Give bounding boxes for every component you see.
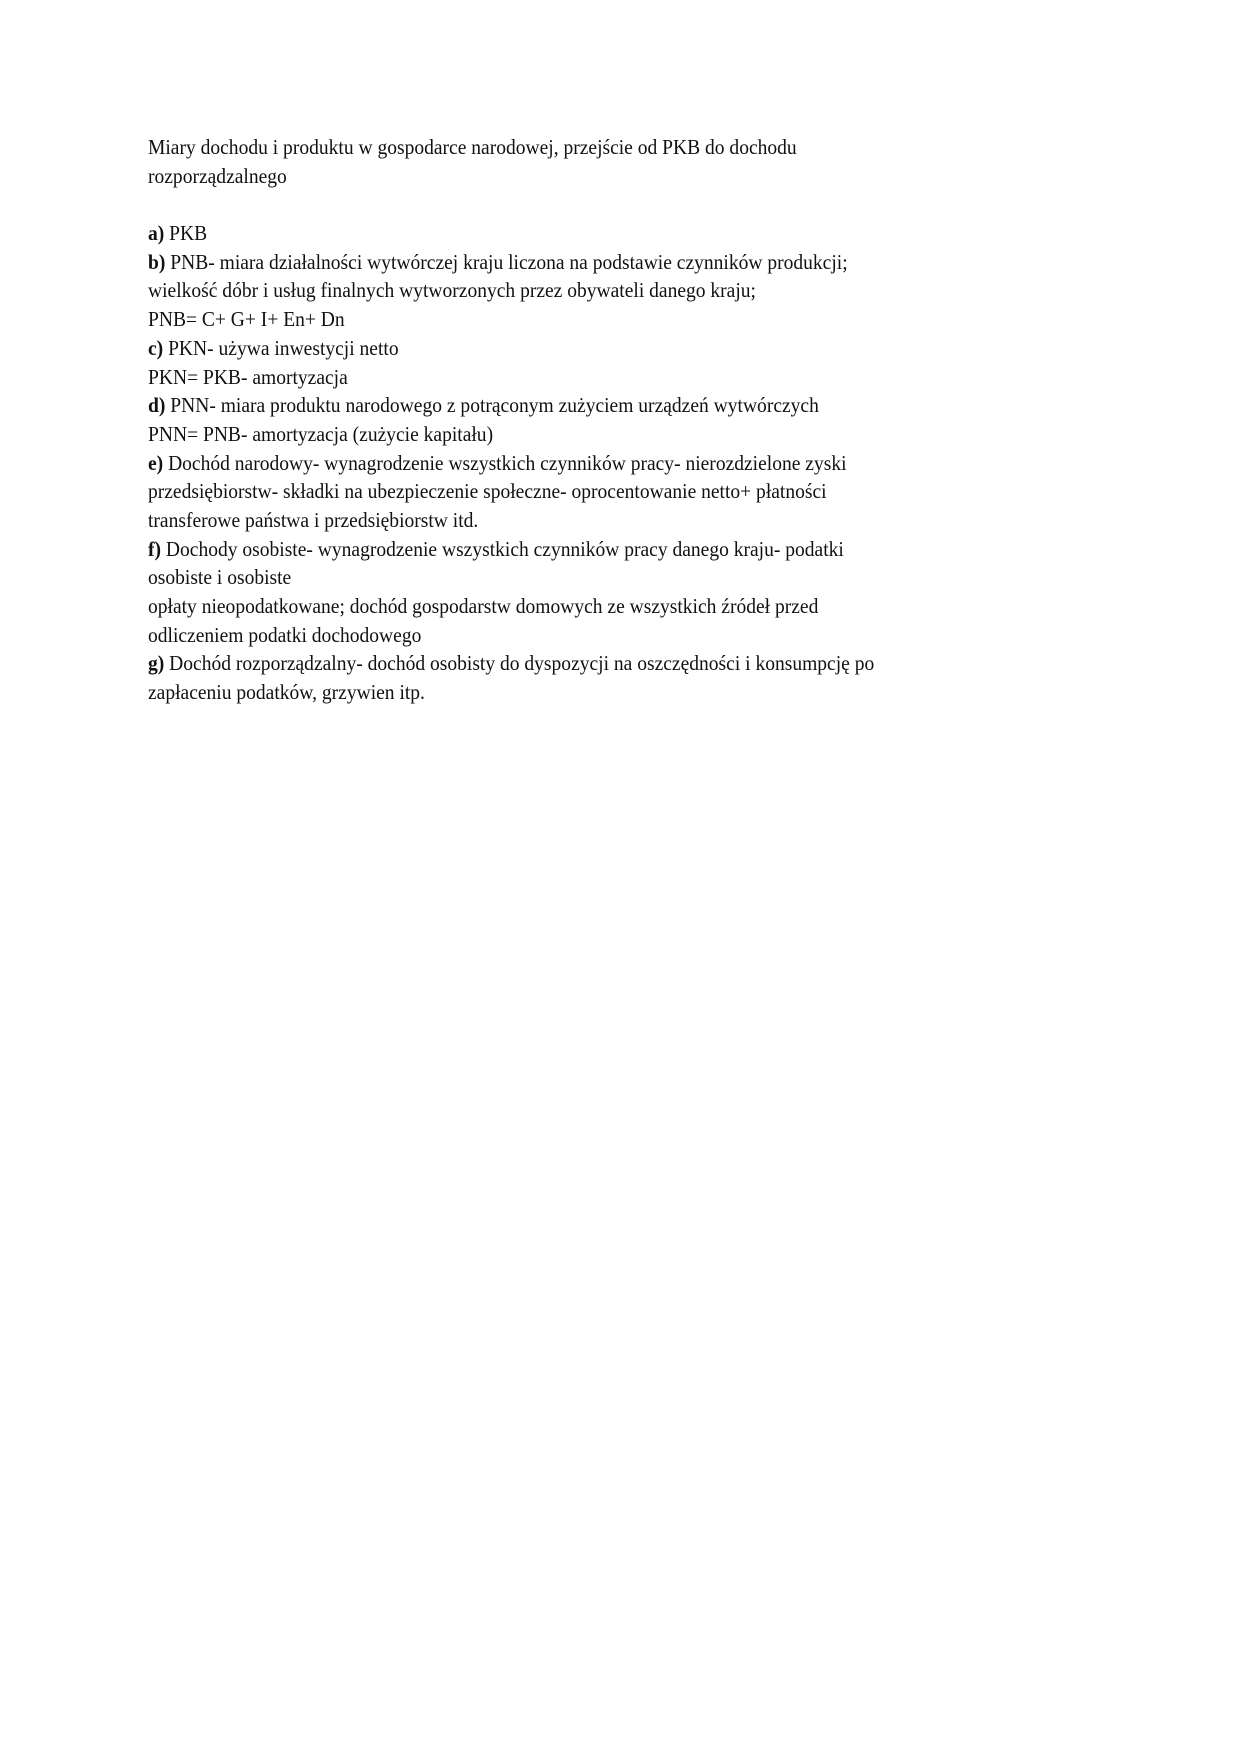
text-line — [148, 420, 1041, 449]
item-text: PNN- miara produktu narodowego z potrąconym zużyciem urządzeń wytwórczych — [165, 393, 819, 418]
item-text: Dochód narodowy- wynagrodzenie wszystkich czynników pracy- nierozdzielone zyski — [163, 450, 847, 475]
document-body — [148, 219, 1108, 707]
text-line — [148, 678, 1041, 707]
document-page — [148, 133, 1108, 707]
text-line — [148, 649, 1041, 678]
item-text: odliczeniem podatki dochodowego — [148, 622, 422, 647]
text-line — [148, 506, 1041, 535]
title-line: rozporządzalnego — [148, 163, 287, 188]
text-line — [148, 334, 1041, 363]
text-line — [148, 363, 1041, 392]
text-line — [148, 248, 1041, 277]
item-label: f) — [148, 536, 162, 561]
item-label: e) — [148, 450, 164, 475]
item-text: przedsiębiorstw- składki na ubezpieczenie społeczne- oprocentowanie netto+ płatności — [148, 479, 827, 504]
item-text: PKN- używa inwestycji netto — [163, 335, 399, 360]
text-line — [148, 305, 1041, 334]
text-line — [148, 477, 1041, 506]
text-line — [148, 563, 1041, 592]
text-line — [148, 219, 1041, 248]
item-text: transferowe państwa i przedsiębiorstw itd. — [148, 507, 479, 532]
item-label: d) — [148, 393, 166, 418]
text-line — [148, 621, 1041, 650]
item-label: b) — [148, 249, 166, 274]
title-line: Miary dochodu i produktu w gospodarce narodowej, przejście od PKB do dochodu — [148, 135, 797, 159]
text-line — [148, 592, 1041, 621]
item-text: osobiste i osobiste — [148, 565, 292, 590]
item-text: opłaty nieopodatkowane; dochód gospodarstw domowych ze wszystkich źródeł przed — [148, 594, 819, 618]
item-text: PNB= C+ G+ I+ En+ Dn — [148, 307, 345, 332]
text-line — [148, 276, 1041, 305]
text-line — [148, 535, 1041, 564]
item-text: PNN= PNB- amortyzacja (zużycie kapitału) — [148, 421, 494, 446]
item-text: PNB- miara działalności wytwórczej kraju liczona na podstawie czynników produkcji; — [165, 249, 848, 274]
spacer — [148, 190, 1108, 219]
document-title — [148, 133, 1108, 190]
item-label: c) — [148, 335, 164, 360]
item-text: Dochód rozporządzalny- dochód osobisty do dyspozycji na oszczędności i konsumpcję po — [164, 651, 875, 676]
item-text: Dochody osobiste- wynagrodzenie wszystkich czynników pracy danego kraju- podatki — [161, 536, 844, 561]
item-text: PKN= PKB- amortyzacja — [148, 364, 348, 389]
item-label: g) — [148, 651, 165, 676]
item-text: wielkość dóbr i usług finalnych wytworzonych przez obywateli danego kraju; — [148, 278, 756, 303]
item-text: zapłaceniu podatków, grzywien itp. — [148, 680, 425, 705]
text-line — [148, 449, 1041, 478]
item-label: a) — [148, 221, 165, 246]
item-text: PKB — [164, 221, 208, 246]
text-line — [148, 391, 1041, 420]
